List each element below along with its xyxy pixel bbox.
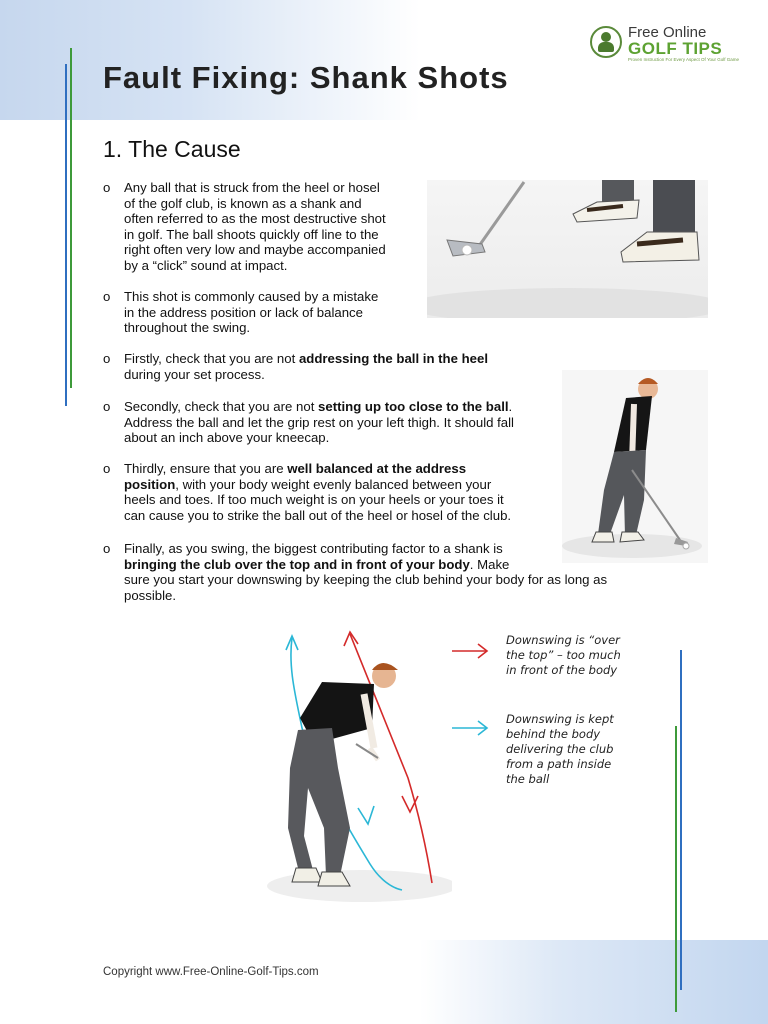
caption-line: Downswing is kept: [506, 712, 614, 726]
bullet-run-text: This shot is commonly caused by a mistake: [124, 289, 379, 304]
bullet-run-text: heels and toes. If too much weight is on your heels or your toes it: [124, 492, 504, 508]
bullet-line: [124, 399, 514, 415]
caption-line: Downswing is “over: [506, 633, 620, 647]
bullet-run-text: , with your body weight evenly balanced between your: [175, 476, 492, 492]
bullet-run-text: can cause you to strike the ball out of the heel or hosel of the club.: [124, 507, 512, 523]
bullet-line: [124, 258, 386, 274]
bullet-line: [124, 461, 511, 477]
bullet-line: [124, 242, 386, 258]
club-heel-feet-photo: [427, 180, 708, 318]
bullet-bold-text: well balanced at the address: [287, 461, 467, 476]
caption-line: from a path inside: [506, 757, 612, 771]
bullet-line: [124, 492, 511, 508]
caption-line: behind the body: [506, 727, 601, 741]
caption-line: in front of the body: [506, 663, 618, 677]
footer-gradient-band: [420, 940, 768, 1024]
bullet-text: [124, 180, 386, 274]
bullet-bold-text: addressing the ball in the heel: [298, 351, 488, 366]
bullet-run-text: by a “click” sound at impact.: [124, 257, 288, 273]
bullet-bold-text: position: [124, 476, 176, 492]
bullet-run-text: Finally, as you swing, the biggest contributing factor to a shank is: [124, 541, 503, 556]
bullet-marker: o: [103, 541, 111, 556]
caption-line: the top” – too much: [506, 648, 621, 662]
bullet-text: [124, 461, 511, 523]
logo-text-line2: GOLF TIPS: [628, 39, 723, 58]
golfer-address-photo: [562, 370, 708, 563]
page-title: Fault Fixing: Shank Shots: [103, 60, 509, 95]
decorative-line-blue: [65, 64, 67, 406]
caption-line: delivering the club: [506, 742, 614, 756]
bullet-line: [124, 227, 386, 243]
bullet-text: [124, 351, 488, 382]
decorative-line-green: [70, 48, 72, 388]
bullet-run-text: . Make: [469, 556, 510, 572]
bullet-line: [124, 430, 514, 446]
copyright-footer: Copyright www.Free-Online-Golf-Tips.com: [103, 966, 319, 978]
bullet-line: [124, 508, 511, 524]
bullet-marker: o: [103, 289, 111, 304]
bullet-run-text: Address the ball and let the grip rest on your left thigh. It should fall: [124, 414, 514, 430]
caption-line: the ball: [506, 772, 550, 786]
bullet-run-text: in the address position or lack of balance: [124, 304, 363, 320]
bullet-line: [124, 588, 607, 604]
bullet-line: [124, 196, 386, 212]
bullet-line: [124, 415, 514, 431]
bullet-run-text: Thirdly, ensure that you are: [124, 461, 288, 476]
bullet-marker: o: [103, 351, 111, 366]
bullet-run-text: Firstly, check that you are not: [124, 351, 299, 366]
bullet-run-text: of the golf club, is known as a shank and: [124, 195, 362, 211]
bullet-line: [124, 351, 488, 367]
red-arrow-icon: [450, 642, 490, 660]
bullet-marker: o: [103, 461, 111, 476]
golfer-logo-icon: [590, 26, 622, 58]
bullet-line: [124, 320, 378, 336]
decorative-line-blue: [680, 650, 682, 990]
blue-arrow-icon: [450, 719, 490, 737]
bullet-text: [124, 399, 514, 446]
bullet-marker: o: [103, 399, 111, 414]
decorative-line-green: [675, 726, 677, 1012]
bullet-run-text: about an inch above your kneecap.: [124, 430, 330, 446]
bullet-run-text: possible.: [124, 587, 177, 603]
bullet-line: [124, 572, 607, 588]
bullet-run-text: Secondly, check that you are not: [124, 399, 319, 414]
bullet-marker: o: [103, 180, 111, 195]
bullet-line: [124, 211, 386, 227]
bullet-line: [124, 180, 386, 196]
bullet-text: [124, 541, 607, 603]
bullet-run-text: during your set process.: [124, 366, 265, 382]
bullet-run-text: often referred to as the most destructive shot: [124, 211, 386, 227]
behind-body-caption: [506, 712, 614, 787]
bullet-line: [124, 289, 378, 305]
bullet-line: [124, 305, 378, 321]
bullet-run-text: sure you start your downswing by keeping the club behind your body for as long as: [124, 572, 608, 588]
bullet-bold-text: setting up too close to the ball: [318, 399, 509, 414]
site-logo[interactable]: [590, 24, 750, 64]
bullet-run-text: in golf. The ball shoots quickly off line to the: [124, 226, 379, 242]
bullet-run-text: .: [508, 399, 513, 414]
section-heading: 1. The Cause: [103, 136, 241, 162]
bullet-line: [124, 541, 607, 557]
swing-path-illustration: [252, 628, 452, 908]
bullet-bold-text: bringing the club over the top and in front of your body: [124, 556, 470, 572]
bullet-line: [124, 557, 607, 573]
bullet-run-text: throughout the swing.: [124, 320, 251, 336]
over-the-top-caption: [506, 633, 621, 678]
bullet-run-text: Any ball that is struck from the heel or hosel: [124, 180, 380, 195]
logo-tagline: Proven Instruction For Every Aspect Of Your Golf Game: [628, 57, 740, 62]
bullet-line: [124, 477, 511, 493]
bullet-line: [124, 367, 488, 383]
bullet-text: [124, 289, 378, 336]
bullet-run-text: right often very low and maybe accompanied: [124, 242, 386, 258]
logo-text-line1: Free Online: [628, 24, 707, 41]
